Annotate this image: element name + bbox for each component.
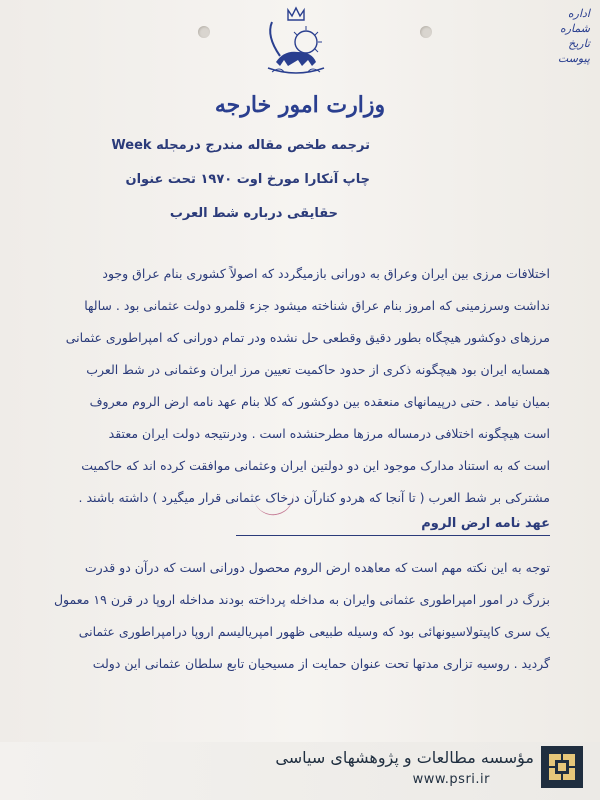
section-heading-underline <box>236 535 550 536</box>
paragraph1-line-1: اختلافات مرزی بین ایران وعراق به دورانی بازمیگردد که اصولاً کشوری بنام عراق وجود <box>102 266 550 281</box>
institute-url[interactable]: www.psri.ir <box>412 772 490 787</box>
paragraph1-line-6: است هیچگونه اختلافی درمساله مرزها مطرحنشده است . ودرنتیجه دولت ایران معتقد <box>108 426 550 441</box>
lion-and-sun-emblem <box>258 6 334 76</box>
paragraph2-line-4: گردید . روسیه تزاری مدتها تحت عنوان حمایت از مسیحیان تابع سلطان عثمانی این دولت <box>92 656 550 671</box>
corner-label-office: اداره <box>567 7 590 20</box>
corner-label-number: شماره <box>559 22 590 35</box>
punch-hole <box>420 26 432 38</box>
paragraph1-line-7: است که به استناد مدارک موجود این دو دولتین ایران وعثمانی موافقت کرده اند که حاکمیت <box>81 458 550 473</box>
ministry-title: وزارت امور خارجه <box>214 92 386 118</box>
paragraph1-line-4: همسایه ایران بود هیچگونه ذکری از حدود حاکمیت تعیین مرز ایران وعثمانی در شط العرب <box>86 362 550 377</box>
paragraph1-line-3: مرزهای دوکشور هیچگاه بطور دقیق وقطعی حل نشده ودر تمام دورانی که امپراطوری عثمانی <box>65 330 550 345</box>
corner-labels <box>510 6 590 66</box>
paragraph1-line-5: بمیان نیامد . حتی درپیمانهای منعقده بین دوکشور که کلا بنام عهد نامه ارض الروم معروف <box>89 394 550 409</box>
paragraph2-line-1: توجه به این نکته مهم است که معاهده ارض الروم محصول دورانی است که درآن دو قدرت <box>84 560 550 575</box>
corner-label-date: تاریخ <box>568 37 590 50</box>
paragraph2-line-3: یک سری کاپیتولاسیونهائی بود که وسیله طبیعی ظهور امپریالیسم اروپا درامپراطوری عثمانی <box>78 624 550 639</box>
institute-name: مؤسسه مطالعات و پژوهشهای سیاسی <box>275 748 534 767</box>
paragraph2-line-2: بزرگ در امور امپراطوری عثمانی وایران به مداخله پرداخته بودند مداخله اروپا در قرن ۱۹ معمول <box>53 592 550 607</box>
paragraph1-line-2: نداشت وسرزمینی که امروز بنام عراق شناخته میشود جزء قلمرو دولت عثمانی بود . سالها <box>84 298 550 313</box>
paragraph1-line-8: مشترکی بر شط العرب ( تا آنجا که هردو کنارآن درخاک عثمانی قرار میگیرد ) داشته باشند . <box>78 490 550 505</box>
institute-logo <box>541 746 583 788</box>
section-heading: عهد نامه ارض الروم <box>421 516 550 531</box>
title-line-1: ترجمه طخص مقاله مندرج درمجله Week <box>111 138 370 153</box>
corner-label-attachment: پیوست <box>557 52 590 65</box>
title-line-3: حقایقی درباره شط العرب <box>169 206 338 221</box>
punch-hole <box>198 26 210 38</box>
title-line-2: چاپ آنکارا مورخ اوت ۱۹۷۰ تحت عنوان <box>125 172 370 187</box>
